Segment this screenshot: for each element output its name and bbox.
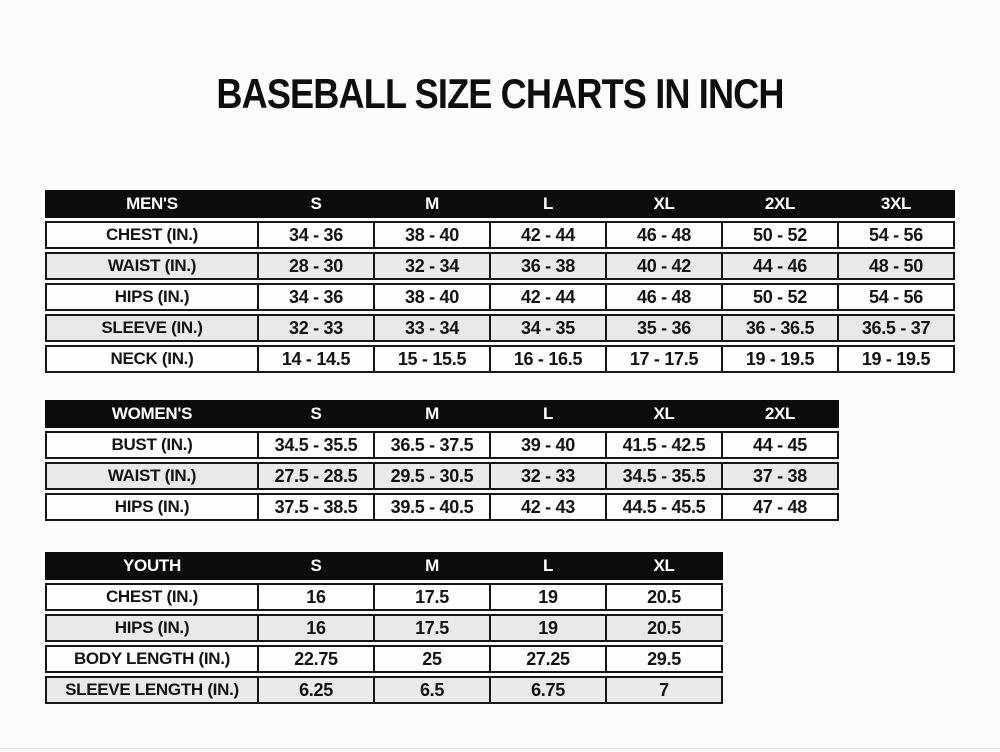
youth-table-title: YOUTH — [122, 556, 181, 575]
size-value-cell: 37.5 - 38.5 — [257, 495, 373, 519]
youth-header-row — [45, 552, 723, 580]
size-value-cell: 48 - 50 — [837, 254, 953, 278]
size-column-header-2xl: 2XL — [721, 192, 837, 216]
size-value-cell: 40 - 42 — [605, 254, 721, 278]
size-value-cell: 47 - 48 — [721, 495, 837, 519]
size-value-cell: 17.5 — [373, 616, 489, 640]
size-value-cell: 35 - 36 — [605, 316, 721, 340]
size-column-header-s: S — [257, 554, 373, 578]
size-column-header-l: L — [489, 554, 605, 578]
size-value-cell: 34 - 35 — [489, 316, 605, 340]
size-value-cell: 44 - 45 — [721, 433, 837, 457]
womens-row-bust — [45, 431, 839, 459]
size-value-cell: 19 - 19.5 — [721, 347, 837, 371]
size-value-cell: 7 — [605, 678, 721, 702]
mens-row-hips — [45, 283, 955, 311]
size-value-cell: 34.5 - 35.5 — [605, 464, 721, 488]
scan-artifact-line — [0, 748, 1000, 749]
size-value-cell: 6.75 — [489, 678, 605, 702]
size-value-cell: 29.5 - 30.5 — [373, 464, 489, 488]
size-column-header-xl: XL — [605, 192, 721, 216]
size-value-cell: 17 - 17.5 — [605, 347, 721, 371]
row-label: WAIST (IN.) — [107, 466, 197, 485]
size-value-cell: 27.5 - 28.5 — [257, 464, 373, 488]
size-value-cell: 34 - 36 — [257, 285, 373, 309]
size-value-cell: 36 - 38 — [489, 254, 605, 278]
size-value-cell: 50 - 52 — [721, 285, 837, 309]
size-column-header-m: M — [373, 402, 489, 426]
size-value-cell: 54 - 56 — [837, 285, 953, 309]
size-value-cell: 25 — [373, 647, 489, 671]
size-value-cell: 46 - 48 — [605, 223, 721, 247]
size-value-cell: 39.5 - 40.5 — [373, 495, 489, 519]
mens-header-row — [45, 190, 955, 218]
size-value-cell: 36 - 36.5 — [721, 316, 837, 340]
size-value-cell: 50 - 52 — [721, 223, 837, 247]
row-label: WAIST (IN.) — [107, 256, 197, 275]
size-value-cell: 46 - 48 — [605, 285, 721, 309]
row-label: CHEST (IN.) — [105, 225, 199, 244]
row-label: BUST (IN.) — [111, 435, 193, 454]
size-value-cell: 15 - 15.5 — [373, 347, 489, 371]
womens-size-table — [45, 400, 839, 521]
size-value-cell: 14 - 14.5 — [257, 347, 373, 371]
row-label: SLEEVE LENGTH (IN.) — [65, 680, 239, 699]
size-value-cell: 19 - 19.5 — [837, 347, 953, 371]
size-column-header-s: S — [257, 402, 373, 426]
youth-row-sleeve-length — [45, 676, 723, 704]
womens-header-row — [45, 400, 839, 428]
size-value-cell: 36.5 - 37.5 — [373, 433, 489, 457]
size-value-cell: 32 - 33 — [257, 316, 373, 340]
size-value-cell: 39 - 40 — [489, 433, 605, 457]
size-value-cell: 6.25 — [257, 678, 373, 702]
size-value-cell: 38 - 40 — [373, 223, 489, 247]
size-value-cell: 38 - 40 — [373, 285, 489, 309]
size-value-cell: 20.5 — [605, 616, 721, 640]
mens-table-title: MEN'S — [126, 194, 178, 213]
row-label: CHEST (IN.) — [105, 587, 199, 606]
size-value-cell: 41.5 - 42.5 — [605, 433, 721, 457]
size-value-cell: 32 - 34 — [373, 254, 489, 278]
size-column-header-2xl: 2XL — [721, 402, 837, 426]
size-value-cell: 22.75 — [257, 647, 373, 671]
size-value-cell: 42 - 44 — [489, 285, 605, 309]
size-column-header-l: L — [489, 402, 605, 426]
size-column-header-3xl: 3XL — [837, 192, 953, 216]
row-label: SLEEVE (IN.) — [101, 318, 203, 337]
mens-row-sleeve — [45, 314, 955, 342]
size-column-header-m: M — [373, 192, 489, 216]
womens-row-waist — [45, 462, 839, 490]
mens-row-neck — [45, 345, 955, 373]
size-value-cell: 19 — [489, 585, 605, 609]
size-value-cell: 16 - 16.5 — [489, 347, 605, 371]
youth-size-table — [45, 552, 723, 704]
mens-row-waist — [45, 252, 955, 280]
youth-row-hips — [45, 614, 723, 642]
size-column-header-m: M — [373, 554, 489, 578]
size-value-cell: 17.5 — [373, 585, 489, 609]
row-label: HIPS (IN.) — [114, 287, 190, 306]
size-value-cell: 33 - 34 — [373, 316, 489, 340]
size-value-cell: 42 - 43 — [489, 495, 605, 519]
size-column-header-xl: XL — [605, 402, 721, 426]
size-column-header-s: S — [257, 192, 373, 216]
size-value-cell: 34 - 36 — [257, 223, 373, 247]
size-value-cell: 16 — [257, 616, 373, 640]
size-value-cell: 44.5 - 45.5 — [605, 495, 721, 519]
size-value-cell: 34.5 - 35.5 — [257, 433, 373, 457]
size-value-cell: 27.25 — [489, 647, 605, 671]
youth-row-body-length — [45, 645, 723, 673]
womens-table-title: WOMEN'S — [111, 404, 193, 423]
youth-row-chest — [45, 583, 723, 611]
size-column-header-xl: XL — [605, 554, 721, 578]
size-value-cell: 44 - 46 — [721, 254, 837, 278]
size-value-cell: 28 - 30 — [257, 254, 373, 278]
row-label: HIPS (IN.) — [114, 497, 190, 516]
size-value-cell: 37 - 38 — [721, 464, 837, 488]
size-value-cell: 16 — [257, 585, 373, 609]
size-value-cell: 29.5 — [605, 647, 721, 671]
size-value-cell: 32 - 33 — [489, 464, 605, 488]
womens-row-hips — [45, 493, 839, 521]
size-value-cell: 54 - 56 — [837, 223, 953, 247]
row-label: NECK (IN.) — [110, 349, 194, 368]
row-label: HIPS (IN.) — [114, 618, 190, 637]
size-value-cell: 36.5 - 37 — [837, 316, 953, 340]
size-value-cell: 42 - 44 — [489, 223, 605, 247]
size-column-header-l: L — [489, 192, 605, 216]
mens-row-chest — [45, 221, 955, 249]
mens-size-table — [45, 190, 955, 373]
size-value-cell: 20.5 — [605, 585, 721, 609]
size-value-cell: 6.5 — [373, 678, 489, 702]
size-value-cell: 19 — [489, 616, 605, 640]
row-label: BODY LENGTH (IN.) — [73, 649, 231, 668]
page-title: BASEBALL SIZE CHARTS IN INCH — [216, 70, 784, 117]
